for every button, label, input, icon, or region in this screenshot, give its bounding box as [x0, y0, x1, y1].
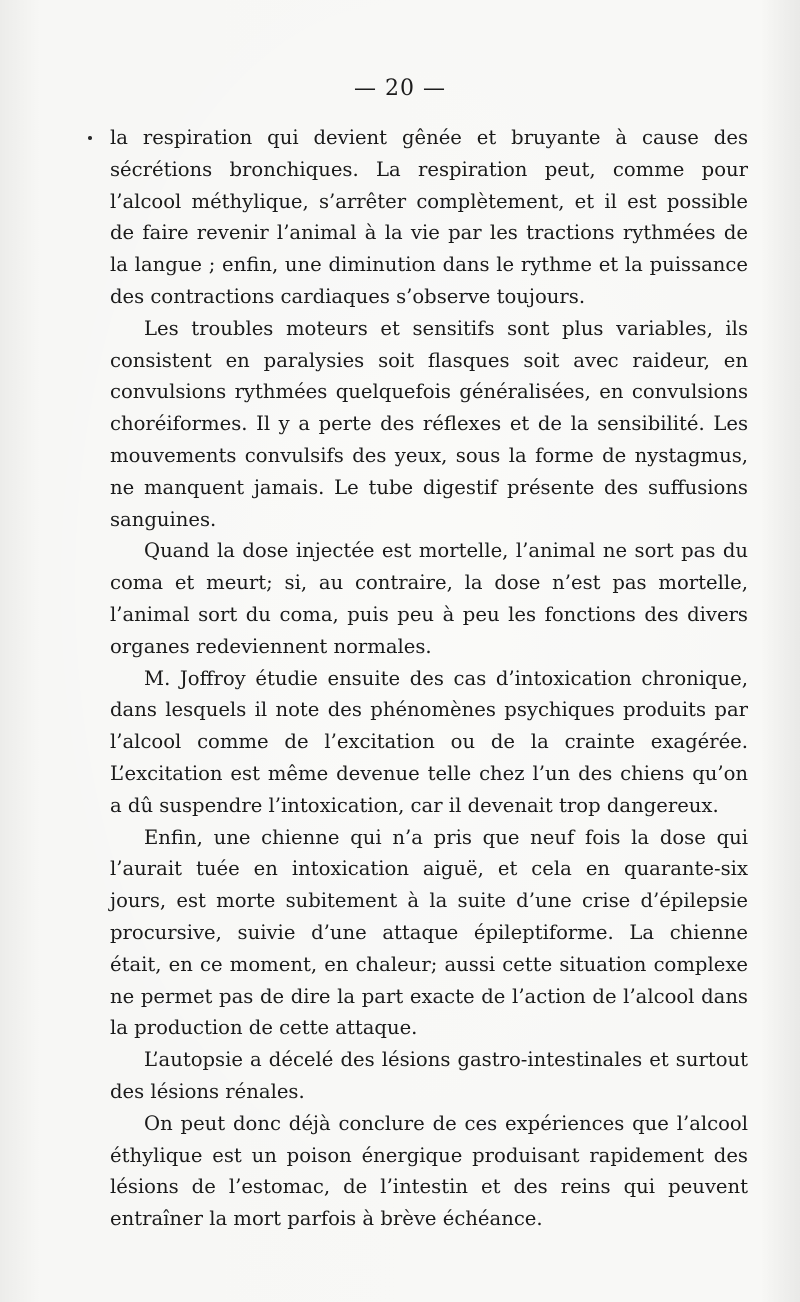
body-text	[110, 122, 748, 1235]
paragraph: M. Joffroy étudie ensuite des cas d’intoxication chronique, dans lesquels il note des phénomènes psychiques produits par l’alcool comme de l’excitation ou de la crainte exagérée. L’excitation est même devenue telle chez l’un des chiens qu’on a dû suspendre l’intoxication, car il devenait trop dangereux.	[110, 666, 748, 817]
paragraph: Enfin, une chienne qui n’a pris que neuf fois la dose qui l’aurait tuée en intoxication aiguë, et cela en quarante-six jours, est morte subitement à la suite d’une crise d’épilepsie procursive, suivie d’une attaque épileptiforme. La chienne était, en ce moment, en chaleur; aussi cette situation complexe ne permet pas de dire la part exacte de l’action de l’alcool dans la production de cette attaque.	[110, 825, 748, 1040]
page-number: — 20 —	[354, 76, 446, 101]
paragraph: On peut donc déjà conclure de ces expériences que l’alcool éthylique est un poison énergique produisant rapidement des lésions de l’estomac, de l’intestin et des reins qui peuvent entraîner la mort parfois à brève échéance.	[110, 1111, 748, 1231]
paragraph: Quand la dose injectée est mortelle, l’animal ne sort pas du coma et meurt; si, au contraire, la dose n’est pas mortelle, l’animal sort du coma, puis peu à peu les fonctions des divers organes redeviennent normales.	[110, 539, 748, 658]
paragraph: la respiration qui devient gênée et bruyante à cause des sécrétions bronchiques. La respiration peut, comme pour l’alcool méthylique, s’arrêter complètement, et il est possible de faire revenir l’animal à la vie par les tractions rythmées de la langue ; enfin, une diminution dans le rythme et la puissance des contractions cardiaques s’observe toujours.	[110, 126, 748, 308]
paragraph: L’autopsie a décelé des lésions gastro-intestinales et surtout des lésions rénales.	[110, 1048, 748, 1103]
ink-speck	[88, 136, 92, 140]
paragraph: Les troubles moteurs et sensitifs sont plus variables, ils consistent en paralysies soit flasques soit avec raideur, en convulsions rythmées quelquefois généralisées, en convulsions choréiformes. Il y a perte des réflexes et de la sensibilité. Les mouvements convulsifs des yeux, sous la forme de nystagmus, ne manquent jamais. Le tube digestif présente des suffusions sanguines.	[110, 316, 748, 531]
